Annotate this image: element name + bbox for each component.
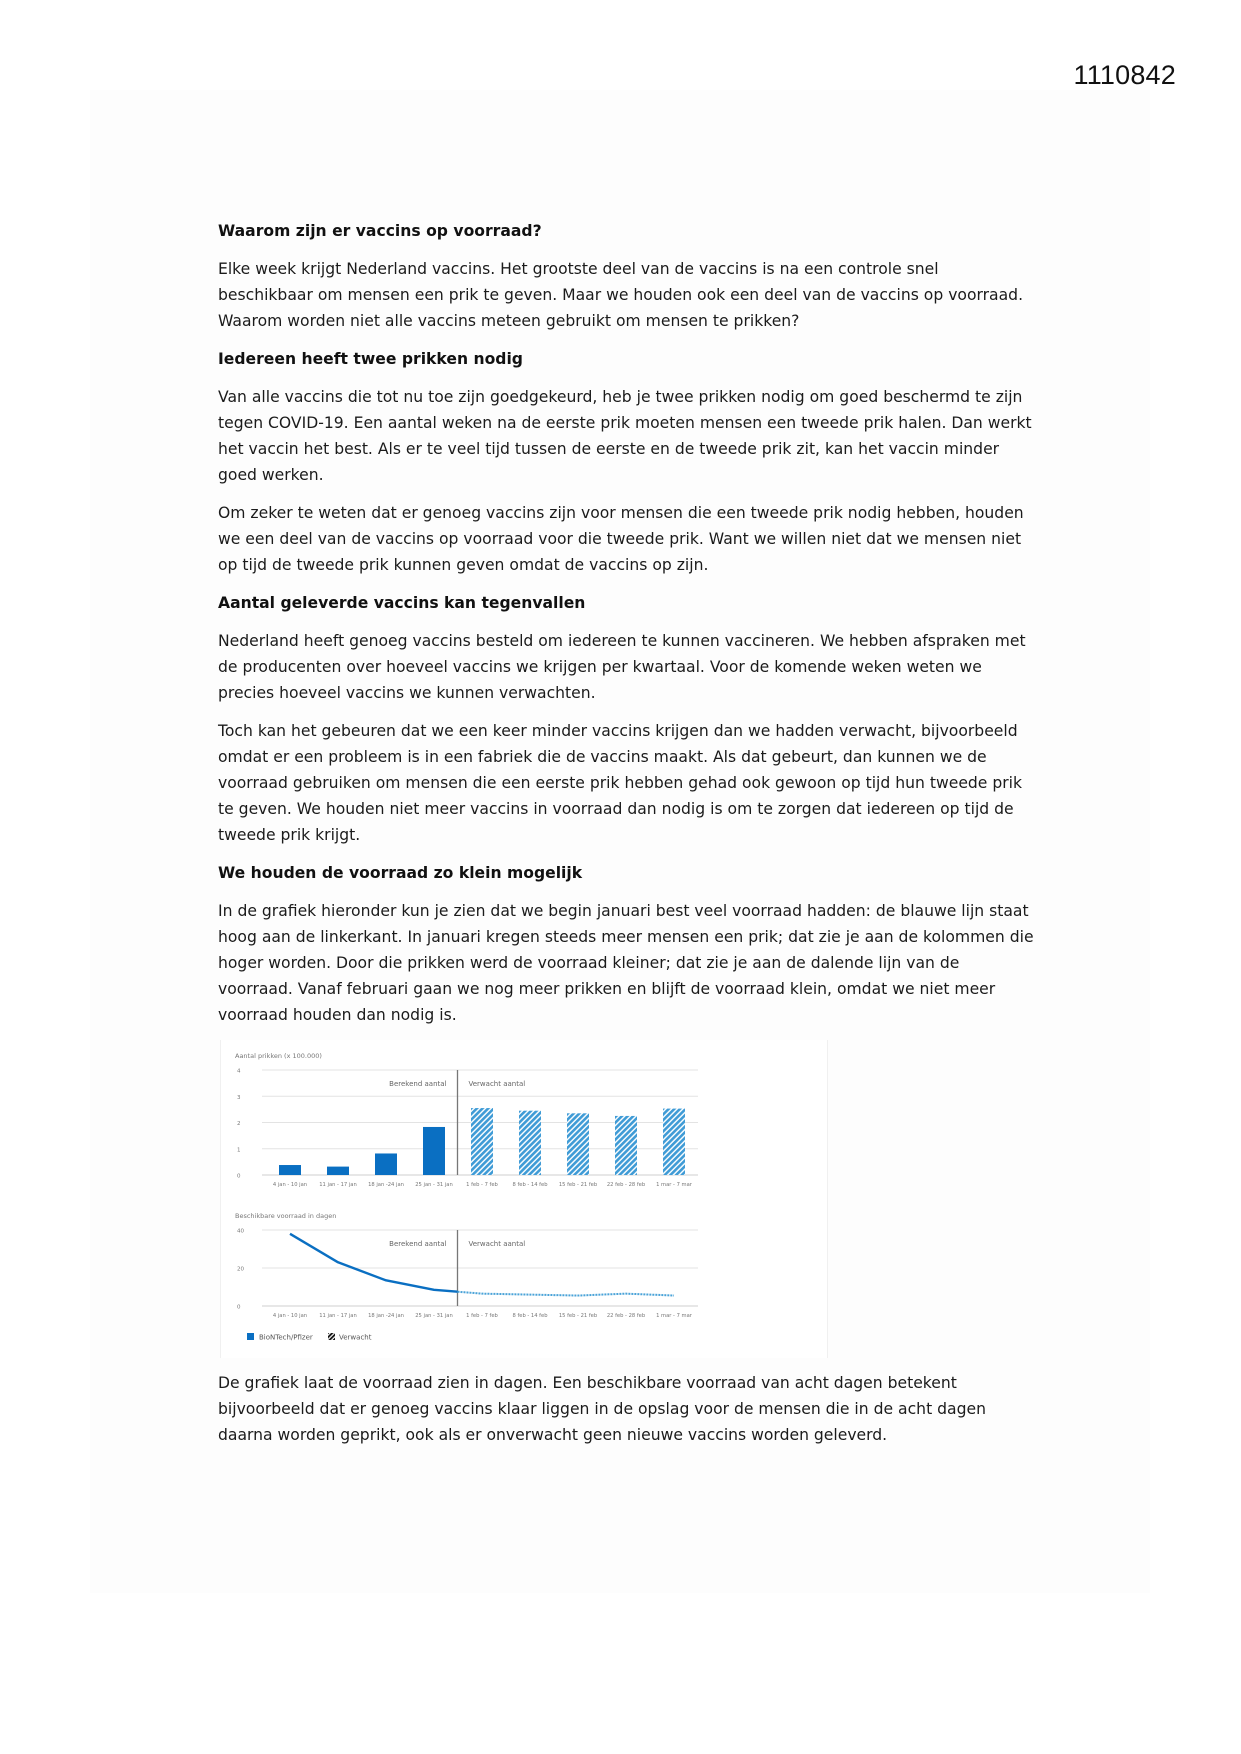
paragraph: Elke week krijgt Nederland vaccins. Het grootste deel van de vaccins is na een controle snel beschikbaar om mensen een prik te geven. Maar we houden ook een deel van de vaccins op voorraad. Waarom worden niet alle vaccins meteen gebruikt om mensen te prikken?	[218, 260, 1024, 330]
bar-chart-prikken	[235, 1052, 698, 1188]
x-tick-label: 1 feb - 7 feb	[466, 1313, 498, 1319]
x-tick-label: 4 jan - 10 jan	[272, 1182, 308, 1188]
paragraph: Van alle vaccins die tot nu toe zijn goedgekeurd, heb je twee prikken nodig om goed beschermd te zijn tegen COVID-19. Een aantal weken na de eerste prik moeten mensen een tweede prik halen. Dan werkt het vaccin het best. Als er te veel tijd tussen de eerste en de tweede prik zit, kan het vaccin minder goed werken.	[218, 388, 1032, 484]
y-axis-title: Aantal prikken (x 100.000)	[235, 1052, 322, 1060]
bar-calculated	[279, 1165, 301, 1175]
bar-calculated	[327, 1167, 349, 1175]
y-tick-label: 4	[237, 1068, 241, 1075]
region-label-berekend: Berekend aantal	[389, 1240, 447, 1248]
chart-legend	[247, 1333, 372, 1342]
y-axis-title: Beschikbare voorraad in dagen	[235, 1212, 337, 1220]
line-expected	[458, 1292, 675, 1296]
y-tick-label: 20	[237, 1266, 244, 1273]
x-tick-label: 18 jan -24 jan	[368, 1182, 404, 1188]
x-tick-label: 4 jan - 10 jan	[272, 1313, 308, 1319]
bar-expected	[519, 1111, 541, 1175]
heading-geleverde-vaccins: Aantal geleverde vaccins kan tegenvallen	[218, 594, 586, 612]
region-label-verwacht: Verwacht aantal	[468, 1080, 526, 1088]
x-tick-label: 25 jan - 31 jan	[415, 1313, 453, 1319]
paragraph: De grafiek laat de voorraad zien in dagen. Een beschikbare voorraad van acht dagen betekent bijvoorbeeld dat er genoeg vaccins klaar liggen in de opslag voor de mensen die in de acht dagen daarna worden geprikt, ook als er onverwacht geen nieuwe vaccins worden geleverd.	[218, 1374, 986, 1444]
legend-swatch-hatched-icon	[328, 1333, 335, 1340]
paragraph: Toch kan het gebeuren dat we een keer minder vaccins krijgen dan we hadden verwacht, bijvoorbeeld omdat er een probleem is in een fabriek die de vaccins maakt. Als dat gebeurt, dan kunnen we de voorraad gebruiken om mensen die een eerste prik hebben gehad ook gewoon op tijd hun tweede prik te geven. We houden niet meer vaccins in voorraad dan nodig is om te zorgen dat iedereen op tijd de tweede prik krijgt.	[218, 722, 1023, 844]
heading-voorraad-klein: We houden de voorraad zo klein mogelijk	[218, 864, 583, 882]
x-tick-label: 11 jan - 17 jan	[319, 1313, 357, 1319]
x-tick-label: 25 jan - 31 jan	[415, 1182, 453, 1188]
y-tick-label: 2	[237, 1121, 241, 1127]
x-tick-label: 18 jan -24 jan	[368, 1313, 404, 1319]
heading-twee-prikken: Iedereen heeft twee prikken nodig	[218, 350, 523, 368]
y-tick-label: 0	[237, 1173, 241, 1180]
y-tick-label: 0	[237, 1304, 241, 1311]
x-tick-label: 1 feb - 7 feb	[466, 1182, 498, 1188]
vaccine-stock-figure	[220, 1040, 828, 1358]
bar-expected	[615, 1116, 637, 1175]
heading-waarom-voorraad: Waarom zijn er vaccins op voorraad?	[218, 222, 542, 240]
x-tick-label: 11 jan - 17 jan	[319, 1182, 357, 1188]
x-tick-label: 15 feb - 21 feb	[558, 1313, 598, 1319]
x-tick-label: 1 mar - 7 mar	[656, 1313, 692, 1319]
line-chart-voorraad	[235, 1212, 698, 1319]
x-tick-label: 8 feb - 14 feb	[512, 1182, 548, 1188]
x-tick-label: 8 feb - 14 feb	[512, 1313, 548, 1319]
region-label-berekend: Berekend aantal	[389, 1080, 447, 1088]
legend-label: BioNTech/Pfizer	[259, 1333, 313, 1342]
chart-canvas	[221, 1040, 827, 1358]
document-id: 1110842	[1073, 60, 1176, 90]
bar-calculated	[423, 1127, 445, 1175]
paragraph: Om zeker te weten dat er genoeg vaccins zijn voor mensen die een tweede prik nodig hebben, houden we een deel van de vaccins op voorraad voor die tweede prik. Want we willen niet dat we mensen niet op tijd de tweede prik kunnen geven omdat de vaccins op zijn.	[218, 504, 1024, 574]
y-tick-label: 40	[237, 1228, 244, 1235]
paragraph: Nederland heeft genoeg vaccins besteld om iedereen te kunnen vaccineren. We hebben afspraken met de producenten over hoeveel vaccins we krijgen per kwartaal. Voor de komende weken weten we precies hoeveel vaccins we kunnen verwachten.	[218, 632, 1026, 702]
legend-swatch-solid-icon	[247, 1333, 254, 1340]
region-label-verwacht: Verwacht aantal	[468, 1240, 526, 1248]
bar-expected	[471, 1108, 493, 1175]
bar-calculated	[375, 1153, 397, 1175]
bar-expected	[567, 1113, 589, 1175]
document-body	[218, 218, 1038, 1460]
legend-label: Verwacht	[339, 1333, 372, 1342]
x-tick-label: 15 feb - 21 feb	[558, 1182, 598, 1188]
y-tick-label: 1	[237, 1147, 241, 1154]
y-tick-label: 3	[237, 1094, 241, 1101]
x-tick-label: 22 feb - 28 feb	[606, 1313, 646, 1319]
x-tick-label: 22 feb - 28 feb	[606, 1182, 646, 1188]
x-tick-label: 1 mar - 7 mar	[656, 1182, 692, 1188]
paragraph: In de grafiek hieronder kun je zien dat we begin januari best veel voorraad hadden: de blauwe lijn staat hoog aan de linkerkant. In januari kregen steeds meer mensen een prik; dat zie je aan de kolommen die hoger worden. Door die prikken werd de voorraad kleiner; dat zie je aan de dalende lijn van de voorraad. Vanaf februari gaan we nog meer prikken en blijft de voorraad klein, omdat we niet meer voorraad houden dan nodig is.	[218, 902, 1034, 1024]
bar-expected	[663, 1109, 685, 1175]
